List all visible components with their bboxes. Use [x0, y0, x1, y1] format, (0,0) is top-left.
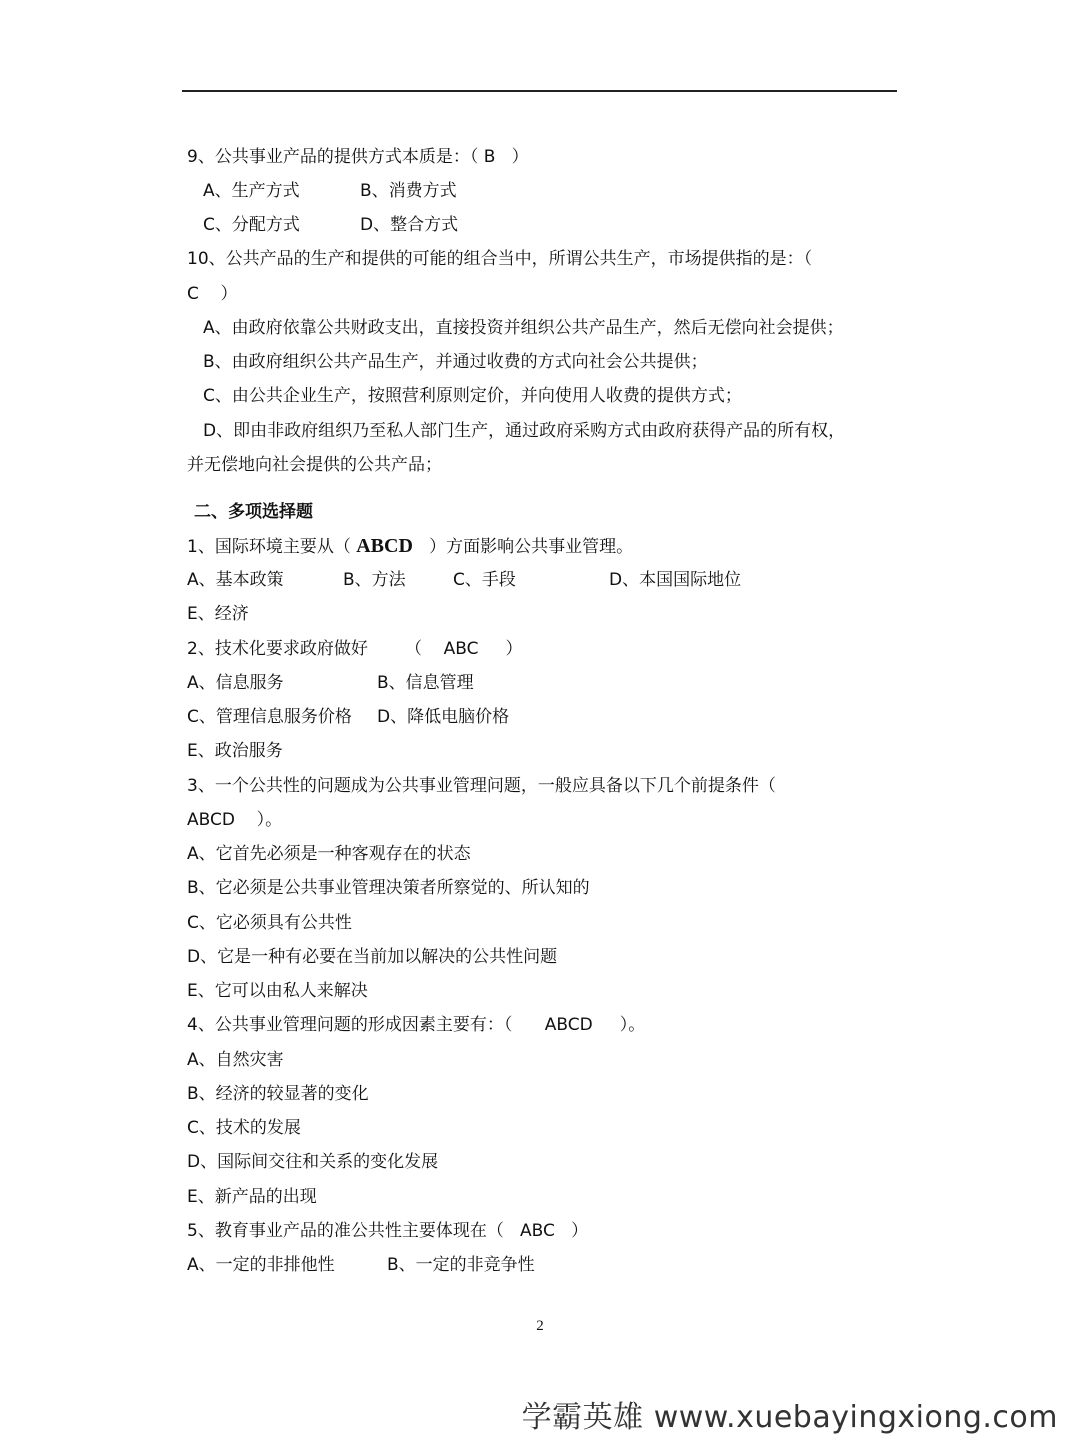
- m3-option-c: C、它必须具有公共性: [187, 913, 352, 933]
- q10-option-d: D、即由非政府组织乃至私人部门生产，通过政府采购方式由政府获得产品的所有权，: [203, 421, 846, 441]
- header-rule: [182, 90, 897, 92]
- m2-option-d: D、降低电脑价格: [377, 707, 510, 727]
- m1-option-b: B、方法: [343, 570, 406, 590]
- multi-question-3: 3、一个公共性的问题成为公共事业管理问题，一般应具备以下几个前提条件（: [187, 776, 776, 796]
- q10-option-d-cont: 并无偿地向社会提供的公共产品；: [187, 455, 442, 475]
- m2-answer: （ ABC ）: [405, 639, 523, 659]
- q10-answer: C ）: [187, 284, 238, 304]
- m3-option-e: E、它可以由私人来解决: [187, 981, 368, 1001]
- watermark: 学霸英雄 www.xuebayingxiong.com: [521, 1400, 1058, 1435]
- m4-option-b: B、经济的较显著的变化: [187, 1084, 369, 1104]
- multi-question-2: 2、技术化要求政府做好: [187, 639, 368, 659]
- q9-option-a: A、生产方式: [203, 181, 300, 201]
- m1-answer: ABCD: [356, 535, 413, 557]
- question-9: 9、公共事业产品的提供方式本质是：（ B ）: [187, 147, 529, 167]
- multi-question-1: [187, 535, 633, 557]
- m1-option-c: C、手段: [453, 570, 516, 590]
- m1-option-d: D、本国国际地位: [609, 570, 742, 590]
- q10-option-a: A、由政府依靠公共财政支出，直接投资并组织公共产品生产，然后无偿向社会提供；: [203, 318, 844, 338]
- m4-option-a: A、自然灾害: [187, 1050, 284, 1070]
- m3-option-b: B、它必须是公共事业管理决策者所察觉的、所认知的: [187, 878, 590, 898]
- q10-option-c: C、由公共企业生产，按照营利原则定价，并向使用人收费的提供方式；: [203, 386, 742, 406]
- multi-question-5: 5、教育事业产品的准公共性主要体现在（ ABC ）: [187, 1221, 589, 1241]
- m4-option-d: D、国际间交往和关系的变化发展: [187, 1152, 439, 1172]
- m3-option-a: A、它首先必须是一种客观存在的状态: [187, 844, 471, 864]
- q10-option-b: B、由政府组织公共产品生产，并通过收费的方式向社会公共提供；: [203, 352, 708, 372]
- page-number: 2: [536, 1318, 544, 1334]
- section-heading: 二、多项选择题: [194, 502, 313, 522]
- q9-option-b: B、消费方式: [360, 181, 457, 201]
- m5-option-b: B、一定的非竞争性: [387, 1255, 535, 1275]
- m2-option-a: A、信息服务: [187, 673, 284, 693]
- m3-answer: ABCD ）。: [187, 810, 283, 830]
- m2-option-b: B、信息管理: [377, 673, 474, 693]
- question-10: 10、公共产品的生产和提供的可能的组合当中，所谓公共生产，市场提供指的是：（: [187, 249, 813, 269]
- m2-option-e: E、政治服务: [187, 741, 283, 761]
- m1-prefix: 1、国际环境主要从（: [187, 537, 357, 557]
- m1-suffix: ）方面影响公共事业管理。: [412, 537, 634, 557]
- m1-option-e: E、经济: [187, 604, 249, 624]
- m2-option-c: C、管理信息服务价格: [187, 707, 352, 727]
- multi-question-4: 4、公共事业管理问题的形成因素主要有：（ ABCD ）。: [187, 1015, 646, 1035]
- m3-option-d: D、它是一种有必要在当前加以解决的公共性问题: [187, 947, 558, 967]
- q9-option-d: D、整合方式: [360, 215, 459, 235]
- m5-option-a: A、一定的非排他性: [187, 1255, 335, 1275]
- m4-option-c: C、技术的发展: [187, 1118, 301, 1138]
- m1-option-a: A、基本政策: [187, 570, 284, 590]
- m4-option-e: E、新产品的出现: [187, 1187, 317, 1207]
- q9-option-c: C、分配方式: [203, 215, 300, 235]
